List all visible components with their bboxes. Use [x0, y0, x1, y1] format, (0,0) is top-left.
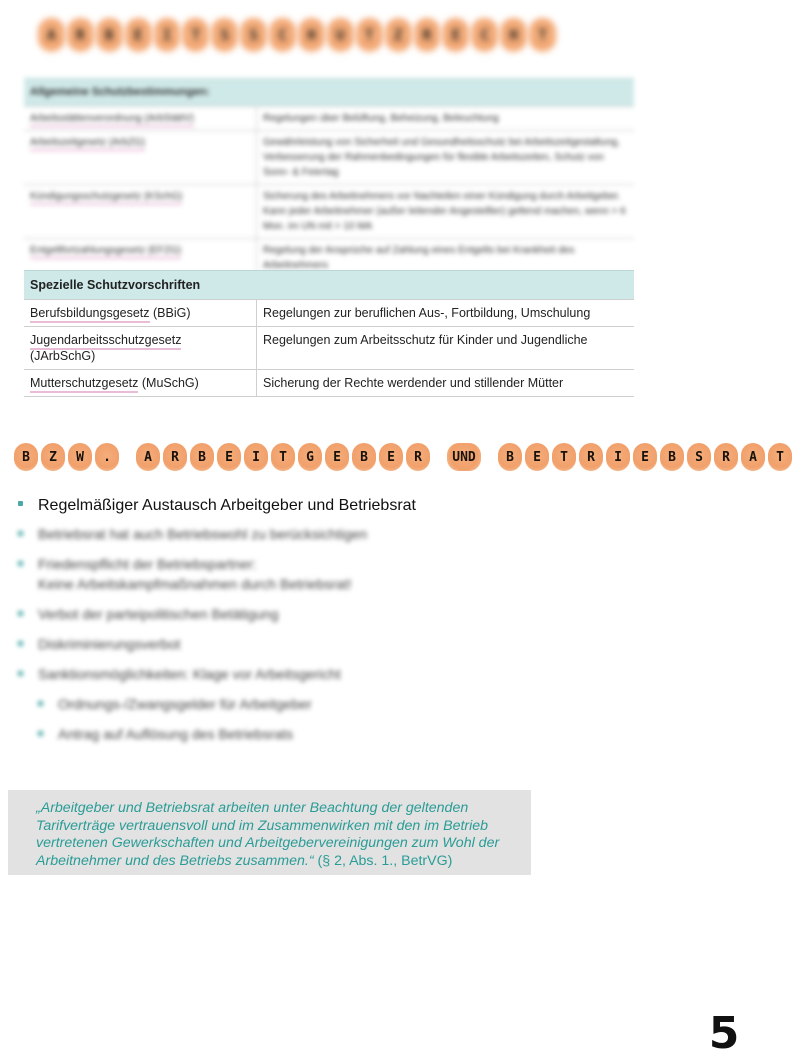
- law-abbreviation: (MuSchG): [138, 376, 199, 390]
- page-number: 5: [708, 1008, 740, 1059]
- title-letter: S: [240, 18, 267, 52]
- title-letter: B: [96, 18, 123, 52]
- law-name: Entgeltfortzahlungsgesetz (EFZG): [30, 245, 181, 259]
- section-title: [14, 440, 784, 474]
- bullet-icon: [38, 701, 43, 706]
- law-description: Regelung der Ansprüche auf Zahlung eines Entgelts bei Krankheit des Arbeitnehmers: [257, 239, 635, 278]
- law-description: Sicherung des Arbeitnehmers vor Nachteilen einer Kündigung durch Arbeitgeber. Kann jeder Arbeitnehmer (außer leitender Angestellter) geltend machen, wenn > 6 Mon. im UN mit > 10 MA: [257, 185, 635, 239]
- title-letter: T: [271, 443, 295, 471]
- title-letter: E: [325, 443, 349, 471]
- title-letter: H: [298, 18, 325, 52]
- title-letter: E: [633, 443, 657, 471]
- quote-reference: (§ 2, Abs. 1., BetrVG): [313, 852, 453, 869]
- law-description: Regelungen über Belüftung, Beheizung, Beleuchtung: [257, 107, 635, 131]
- list-item: Diskriminierungsverbot: [18, 634, 578, 654]
- title-letter: G: [298, 443, 322, 471]
- general-table-header: Allgemeine Schutzbestimmungen:: [24, 79, 634, 107]
- table-row: [24, 327, 634, 370]
- table-row: [24, 185, 634, 239]
- title-letter: Z: [41, 443, 65, 471]
- title-letter: A: [136, 443, 160, 471]
- law-name: Kündigungsschutzgesetz (KSchG): [30, 191, 182, 205]
- law-name: Jugendarbeitsschutzgesetz: [30, 333, 181, 350]
- title-letter: R: [67, 18, 94, 52]
- title-letter: UND: [447, 443, 481, 471]
- special-protection-table: [24, 270, 634, 397]
- title-letter: W: [68, 443, 92, 471]
- table-row: [24, 370, 634, 397]
- bullet-icon: [18, 561, 23, 566]
- title-letter: T: [529, 18, 556, 52]
- title-letter: S: [211, 18, 238, 52]
- title-letter: R: [714, 443, 738, 471]
- title-letter: E: [217, 443, 241, 471]
- title-letter: A: [741, 443, 765, 471]
- bullet-icon: [38, 731, 43, 736]
- title-letter: R: [414, 18, 441, 52]
- table-header-row: [24, 271, 634, 300]
- list-item: Sanktionsmöglichkeiten: Klage vor Arbeitsgericht: [18, 664, 578, 684]
- title-letter: T: [182, 18, 209, 52]
- law-abbreviation: (BBiG): [149, 306, 191, 320]
- bullet-icon: [18, 641, 23, 646]
- list-item: Verbot der parteipolitischen Betätigung: [18, 604, 578, 624]
- title-letter: C: [269, 18, 296, 52]
- page-title-letters: [38, 10, 558, 60]
- list-item: Friedenspflicht der Betriebspartner: Keine Arbeitskampfmaßnahmen durch Betriebsrat!: [18, 554, 578, 594]
- cooperation-bullet-list: [18, 494, 578, 754]
- list-item: Regelmäßiger Austausch Arbeitgeber und Betriebsrat: [18, 494, 578, 518]
- title-letter: B: [352, 443, 376, 471]
- title-letter: Z: [385, 18, 412, 52]
- bullet-icon: [18, 501, 23, 506]
- title-letter: T: [356, 18, 383, 52]
- law-abbreviation: (JArbSchG): [30, 349, 96, 363]
- title-letter: U: [327, 18, 354, 52]
- title-letter: E: [379, 443, 403, 471]
- title-letter: T: [768, 443, 792, 471]
- title-letter: S: [687, 443, 711, 471]
- title-letter: B: [190, 443, 214, 471]
- law-description: Regelungen zur beruflichen Aus-, Fortbildung, Umschulung: [257, 300, 635, 327]
- table-row: [24, 107, 634, 131]
- title-letter: R: [579, 443, 603, 471]
- bullet-icon: [18, 671, 23, 676]
- table-row: [24, 131, 634, 185]
- title-letter: .: [95, 443, 119, 471]
- title-letter: B: [498, 443, 522, 471]
- bullet-icon: [18, 531, 23, 536]
- title-letter: R: [163, 443, 187, 471]
- table-row: [24, 300, 634, 327]
- list-item: Betriebsrat hat auch Betriebswohl zu berücksichtigen: [18, 524, 578, 544]
- title-letter: R: [406, 443, 430, 471]
- law-quote-box: [8, 790, 531, 875]
- title-letter: E: [442, 18, 469, 52]
- law-name: Arbeitszeitgesetz (ArbZG): [30, 137, 145, 151]
- table-header-row: [24, 79, 634, 107]
- law-description: Gewährleistung von Sicherheit und Gesundheitsschutz bei Arbeitszeitgestaltung, Verbesserung der Rahmenbedingungen für flexible Arbeitszeiten, Schutz von Sonn- & Feiertag: [257, 131, 635, 185]
- page-title: [38, 10, 558, 60]
- law-name: Berufsbildungsgesetz: [30, 306, 150, 323]
- title-letter: E: [525, 443, 549, 471]
- title-letter: I: [606, 443, 630, 471]
- quote-text: „Arbeitgeber und Betriebsrat arbeiten unter Beachtung der geltenden Tarifverträge vertrauensvoll und im Zusammenwirken mit den im Betrieb vertretenen Gewerkschaften und Arbeitgebervereinigungen zum Wohl der Arbeitnehmer und des Betriebs zusammen.“: [36, 800, 500, 869]
- title-letter: B: [660, 443, 684, 471]
- law-name: Mutterschutzgesetz: [30, 376, 138, 393]
- law-name: Arbeitsstättenverordnung (ArbStättV): [30, 113, 194, 127]
- sub-list-item: Antrag auf Auflösung des Betriebsrats: [18, 724, 578, 744]
- title-letter: E: [125, 18, 152, 52]
- special-table-header: Spezielle Schutzvorschriften: [24, 271, 634, 300]
- law-description: Sicherung der Rechte werdender und stillender Mütter: [257, 370, 635, 397]
- title-letter: T: [552, 443, 576, 471]
- section-title-letters: [14, 440, 784, 474]
- title-letter: A: [38, 18, 65, 52]
- sub-list-item: Ordnungs-/Zwangsgelder für Arbeitgeber: [18, 694, 578, 714]
- law-description: Regelungen zum Arbeitsschutz für Kinder und Jugendliche: [257, 327, 635, 370]
- title-letter: I: [154, 18, 181, 52]
- general-protection-table: [24, 78, 634, 278]
- title-letter: I: [244, 443, 268, 471]
- bullet-icon: [18, 611, 23, 616]
- title-letter: H: [500, 18, 527, 52]
- title-letter: B: [14, 443, 38, 471]
- title-letter: C: [471, 18, 498, 52]
